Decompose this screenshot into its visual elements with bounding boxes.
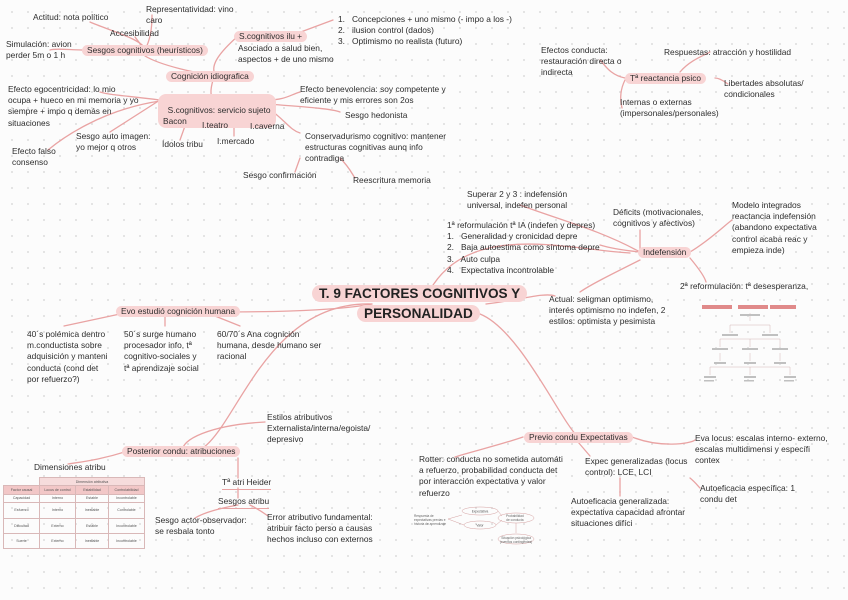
evolucion-50s: 50´s surge humano procesador info, tª cognitivo-sociales y tª aprendizaje social [124, 329, 199, 373]
sesgo-ilusion-heading: S.cognitivos ilu + [234, 31, 307, 42]
ilusion-item: 2. ilusion control (dados) [338, 25, 434, 36]
atribuciones-heading: Posterior condu: atribuciones [122, 446, 240, 457]
sesgo-actitud: Actitud: nota político [33, 12, 109, 22]
table-header [4, 478, 40, 486]
indefension-actual: Actual: seligman optimismo, interés optimismo no indefen, 2 estilos: optimista y pesimista [549, 294, 666, 327]
reactancia-respuestas: Respuestas: atracción y hostilidad [664, 47, 792, 57]
idolo-mercado: I.mercado [217, 136, 255, 146]
rotter-situacion: Situación psicológica (eventos contingentes) [500, 536, 533, 544]
table-row: Capacidad Interno Estable Incontrolable [4, 494, 145, 502]
table-header: Controlabilidad [109, 486, 145, 494]
rotter-valor: Valor [476, 523, 484, 528]
indefension-heading: Indefensión [638, 247, 691, 258]
sesgo-hedonista: Sesgo hedonista [345, 110, 408, 120]
rotter-respuesta: Respuesta de expectativas previas e historia de aprendizaje [414, 514, 447, 526]
table-header: Estabilidad [76, 486, 109, 494]
reformulacion-item: 1. Generalidad y cronicidad depre [447, 231, 578, 241]
reescritura-memoria: Reescritura memoria [353, 175, 431, 185]
efecto-falso-consenso: Efecto falso consenso [12, 146, 56, 168]
expectativas-heading: Previo condu Expectativas [524, 432, 633, 443]
evolucion-heading: Evo estudió cognición humana [116, 306, 240, 317]
idolo-caverna: I.caverna [250, 121, 285, 131]
conservadurismo-cognitivo: Conservadurismo cognitivo: mantener estructuras cognitivas aunq info contradiga [305, 131, 447, 164]
efecto-benevolencia: Efecto benevolencia: soy competente y eficiente y mis errores son 2os [300, 84, 446, 106]
table-row: Esfuerzo Interno Inestable Controlable [4, 503, 145, 518]
title-line-1: T. 9 FACTORES COGNITIVOS Y [312, 285, 527, 302]
desesperanza-diagram-thumbnail [700, 303, 800, 385]
title-line-2: PERSONALIDAD [357, 305, 480, 322]
sesgo-representatividad: Representatividad: vino caro [146, 4, 234, 26]
evolucion-40s: 40´s polémica dentro m.conductista sobre adquisición y manteni conducta (cond det por refuerzo?) [27, 329, 108, 384]
indefension-segunda: 2ª reformulación: tª desesperanza, [680, 281, 809, 291]
expec-generalizadas: Expec generalizadas (locus control): LCE, LCI [585, 456, 688, 478]
rotter: Rotter: conducta no sometida automáti a refuerzo, probabilidad conducta det por interacción expectativa y valor refuerzo [419, 454, 563, 498]
ilusion-item: 3. Optimismo no realista (futuro) [338, 36, 463, 47]
ilusion-description: Asociado a salud bien, aspectos + de uno mismo [238, 43, 334, 65]
reformulacion-item: 2. Baja autoestima como síntoma depre [447, 242, 600, 253]
ilusion-list [338, 14, 512, 48]
evolucion-60s: 60/70´s Ana cognición humana, desde humano ser racional [217, 329, 322, 362]
dimensiones-table [3, 477, 145, 549]
atribucion-mini-table [3, 477, 145, 549]
reactancia-internas: Internas o externas (impersonales/personales) [620, 97, 719, 119]
dimensiones-atribu: Dimensiones atribu [34, 462, 106, 472]
sesgos-heuristicos-heading: Sesgos cognitivos (heurísticos) [82, 45, 208, 56]
reformulacion-item: 3. Auto culpa [447, 253, 501, 264]
reactancia-heading: Tª reactancia psico [625, 73, 706, 84]
table-row: Dificultad Externo Estable Incontrolable [4, 518, 145, 533]
table-header: Factor causal [4, 486, 40, 494]
indefension-reformulacion-title: 1ª reformulación tª IA (indefen y depres) [447, 220, 596, 230]
error-atributivo-fundamental: Error atributivo fundamental: atribuir facto perso a causas hechos incluso con externos [267, 512, 373, 545]
reformulacion-item: 4. Expectativa incontrolable [447, 264, 555, 275]
servicio-sujeto-heading: S.cognitivos: servicio sujeto Bacon [158, 94, 276, 128]
rotter-diagram [414, 505, 554, 549]
table-header: Dimensión atributiva [40, 478, 145, 486]
table-row: Suerte Externo Inestable Incontrolable [4, 534, 145, 549]
rotter-expectativa: Expectativa [471, 509, 489, 514]
indefension-superar: Superar 2 y 3 : indefensión universal, indefen personal [467, 189, 568, 211]
reactancia-libertades: Libertades absolutas/ condicionales [724, 78, 804, 100]
sesgo-auto-imagen: Sesgo auto imagen: yo mejor q otros [76, 131, 151, 153]
reactancia-efectos: Efectos conducta: restauración directa o indirecta [541, 45, 622, 78]
cognicion-idiografica-heading: Cognición idiografica [166, 71, 254, 82]
eva-locus: Eva locus: escalas interno- externo, escalas multidimensi y específi contex [695, 433, 828, 466]
rotter-diagram-thumbnail [414, 505, 554, 549]
teoria-heider: Tª atri Heider [222, 477, 271, 490]
autoeficacia-generalizada: Autoeficacia generalizada: expectativa capacidad afrontar situaciones difíci [571, 496, 686, 529]
rotter-probabilidad: Probabilidad de conducta [506, 514, 524, 522]
idolo-teatro: I.teatro [202, 120, 229, 130]
sesgo-confirmacion: Sesgo confirmación [243, 170, 317, 180]
efecto-egocentricidad: Efecto egocentricidad: lo mio ocupa + hueco en mi memoria y yo siempre + impo q demás en situaciones [8, 84, 139, 128]
indefension-modelo: Modelo integrados reactancia indefensión (abandono expectativa control acaba reac y empieza inde) [732, 200, 817, 255]
reformulacion-list [447, 231, 600, 276]
desesperanza-tree [700, 303, 800, 385]
sesgo-accesibilidad: Accesibilidad [110, 28, 159, 38]
table-header: Locus de control [40, 486, 76, 494]
autoeficacia-especifica: Autoeficacia específica: 1 condu det [700, 483, 795, 505]
sesgos-atribu: Sesgos atribu [218, 496, 269, 509]
ilusion-item: 1. Concepciones + uno mismo (- impo a los -) [338, 14, 512, 24]
indefension-deficits: Déficits (motivacionales, cognitivos y afectivos) [613, 207, 704, 229]
estilos-atributivos: Estilos atributivos Externalista/interna/egoista/ depresivo [267, 412, 371, 445]
sesgo-simulacion: Simulación: avion perder 5m o 1 h [6, 39, 72, 61]
sesgo-actor-observador: Sesgo actor-observador: se resbala tonto [155, 515, 247, 537]
idolos-tribu: Ídolos tribu [162, 139, 203, 149]
